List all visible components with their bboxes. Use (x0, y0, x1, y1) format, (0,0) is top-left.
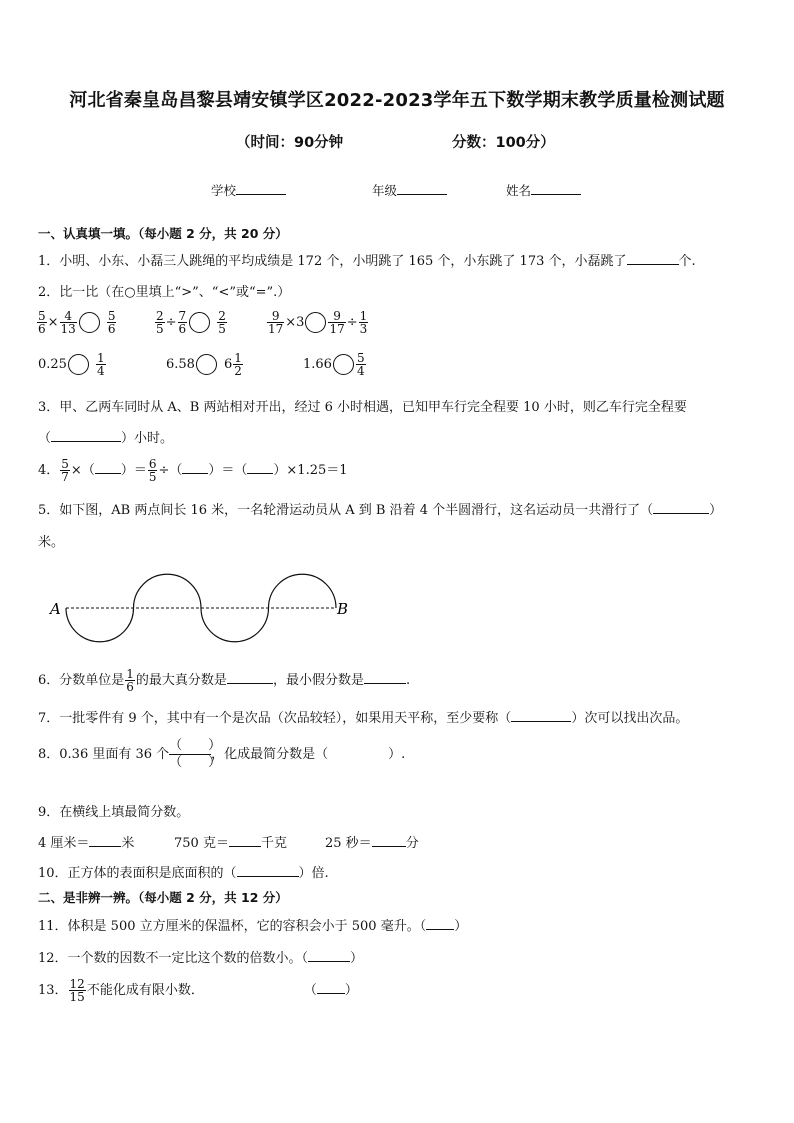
q4-part: ）×1.25＝1 (273, 463, 348, 478)
name-blank[interactable] (531, 182, 581, 195)
q9-item-b: 750 克＝ 千克 (174, 836, 287, 851)
q12-blank[interactable] (308, 949, 350, 962)
q2-item-d (38, 352, 107, 377)
decimal: 0.25 (38, 357, 67, 372)
fraction: $\frac{9}{17}$ (268, 309, 284, 336)
q8-text: ，化成最简分数是（ (211, 747, 329, 762)
q13-blank[interactable] (317, 981, 345, 994)
name-label: 姓名 (506, 183, 532, 198)
q6-text: . (405, 673, 411, 688)
decimal: 6.58 (166, 357, 195, 372)
q9-blank-b[interactable] (229, 834, 261, 847)
q11-end: ） (454, 919, 468, 934)
mixed-whole: 6 (223, 357, 233, 372)
q10-text: ）倍. (298, 866, 329, 881)
q13-text: 不能化成有限小数． (86, 983, 204, 998)
q5-close: ） (709, 503, 723, 518)
q7-blank[interactable] (511, 709, 571, 722)
q7-end: ）次可以找出次品。 (571, 711, 689, 726)
question-5-line-2: 米。 (38, 535, 65, 550)
compare-circle[interactable] (79, 312, 100, 333)
fraction: $\frac{5}{7}$ (61, 457, 69, 484)
q4-part: ÷（ (158, 463, 183, 478)
q13-open: （ (303, 983, 317, 998)
grade-field[interactable] (372, 181, 447, 199)
section-2-title: 二、是非辨一辨。（每小题 2 分，共 12 分） (38, 890, 288, 905)
question-3-line-2 (38, 427, 173, 446)
operator: ÷ (165, 315, 177, 330)
q8-text: 8．0.36 里面有 36 个 (38, 747, 170, 762)
q3-open: （ (38, 431, 52, 446)
fraction: $\frac{5}{6}$ (107, 309, 116, 336)
q9-blank-a[interactable] (89, 834, 121, 847)
q4-part: ）＝（ (208, 463, 248, 478)
q10-text: 10．正方体的表面积是底面积的（ (38, 866, 237, 881)
question-1 (38, 250, 696, 269)
school-field[interactable] (211, 181, 286, 199)
school-label: 学校 (211, 183, 237, 198)
fraction: $\frac{1}{3}$ (359, 309, 368, 336)
q8-text: ）. (388, 747, 406, 762)
q5-blank[interactable] (653, 501, 709, 514)
fraction: $\frac{9}{17}$ (329, 309, 345, 336)
q4-blank-2[interactable] (182, 461, 208, 474)
q6-blank-2[interactable] (364, 671, 406, 684)
q4-blank-1[interactable] (95, 461, 121, 474)
q10-blank[interactable] (237, 864, 299, 877)
name-field[interactable] (506, 181, 581, 199)
compare-circle[interactable] (196, 354, 217, 375)
label-a: A (50, 600, 61, 618)
question-11 (38, 915, 467, 934)
question-2: 2．比一比（在○里填上“>”、“<”或“=”.） (38, 285, 291, 300)
q2-item-b (154, 310, 228, 335)
q6-blank-1[interactable] (227, 671, 273, 684)
compare-circle[interactable] (305, 312, 326, 333)
exam-title: 河北省秦皇岛昌黎县靖安镇学区2022-2023学年五下数学期末教学质量检测试题 (69, 90, 725, 111)
exam-score: 分数：100分） (452, 135, 555, 151)
compare-circle[interactable] (189, 312, 210, 333)
q13-prefix: 13． (38, 983, 68, 998)
question-10 (38, 862, 329, 881)
question-8 (38, 738, 405, 771)
label-b: B (337, 600, 349, 618)
question-3-line-1: 3．甲、乙两车同时从 A、B 两站相对开出，经过 6 小时相遇，已知甲车行完全程要 10 小时，则乙车行完全程要 (38, 400, 687, 415)
section-1-title: 一、认真填一填。（每小题 2 分，共 20 分） (38, 226, 288, 241)
q4-blank-3[interactable] (247, 461, 273, 474)
question-13 (38, 978, 358, 1003)
question-7 (38, 707, 688, 726)
fraction: $\frac{12}{15}$ (69, 977, 85, 1004)
school-blank[interactable] (236, 182, 286, 195)
semicircle-path-diagram (44, 566, 364, 646)
question-9: 9．在横线上填最简分数。 (38, 805, 190, 820)
fraction: $\frac{1}{6}$ (126, 667, 134, 694)
question-5-line-1 (38, 499, 722, 518)
q2-item-f (303, 352, 367, 377)
compare-circle[interactable] (333, 354, 354, 375)
grade-blank[interactable] (397, 182, 447, 195)
q4-part: ×（ (70, 463, 95, 478)
q12-end: ） (350, 951, 364, 966)
fraction: $\frac{1}{2}$ (234, 351, 242, 378)
question-12 (38, 947, 363, 966)
q2-item-e (166, 352, 244, 377)
operator: ÷ (346, 315, 358, 330)
q13-end: ） (344, 983, 358, 998)
q6-text: 的最大真分数是 (135, 673, 227, 688)
q4-prefix: 4． (38, 463, 60, 478)
grade-label: 年级 (372, 183, 398, 198)
question-6 (38, 668, 410, 693)
operator: × (47, 315, 59, 330)
compare-circle[interactable] (68, 354, 89, 375)
q1-blank[interactable] (627, 252, 679, 265)
fraction: $\frac{4}{13}$ (60, 309, 76, 336)
q5-text: 5．如下图，AB 两点间长 16 米，一名轮滑运动员从 A 到 B 沿着 4 个半圆滑行，这名运动员一共滑行了（ (38, 503, 654, 518)
fraction: $\frac{7}{6}$ (178, 309, 187, 336)
fraction: $\frac{1}{4}$ (96, 351, 105, 378)
question-4 (38, 458, 348, 483)
q6-text: ，最小假分数是 (272, 673, 364, 688)
q11-blank[interactable] (426, 917, 454, 930)
q3-blank[interactable] (51, 429, 121, 442)
q3-end: ）小时。 (121, 431, 174, 446)
decimal: 1.66 (303, 357, 332, 372)
operator: ×3 (285, 315, 305, 330)
q11-text: 11．体积是 500 立方厘米的保温杯，它的容积会小于 500 毫升。（ (38, 919, 427, 934)
fraction: $\frac{2}{5}$ (218, 309, 226, 336)
fraction: $\frac{5}{4}$ (356, 351, 365, 378)
fraction: $\frac{5}{6}$ (38, 309, 46, 336)
q12-text: 12．一个数的因数不一定比这个数的倍数小。（ (38, 951, 309, 966)
q9-item-a: 4 厘米＝ 米 (38, 836, 135, 851)
q1-text: 1．小明、小东、小磊三人跳绳的平均成绩是 172 个，小明跳了 165 个，小东跳了 173 个，小磊跳了 (38, 254, 627, 269)
exam-time: （时间：90分钟 (236, 135, 344, 151)
q2-item-a (36, 310, 117, 335)
q9-item-c: 25 秒＝ 分 (325, 836, 419, 851)
q6-text: 6．分数单位是 (38, 673, 125, 688)
fraction: $\frac{2}{5}$ (156, 309, 164, 336)
q7-text: 7．一批零件有 9 个，其中有一个是次品（次品较轻），如果用天平称，至少要称（ (38, 711, 512, 726)
fraction-blank[interactable]: （ ） （ ） (169, 738, 222, 770)
q2-item-c (266, 310, 369, 335)
fraction: $\frac{6}{5}$ (148, 457, 157, 484)
q9-blank-c[interactable] (372, 834, 406, 847)
q1-end: 个. (678, 254, 696, 269)
q4-part: ）＝ (120, 463, 147, 478)
